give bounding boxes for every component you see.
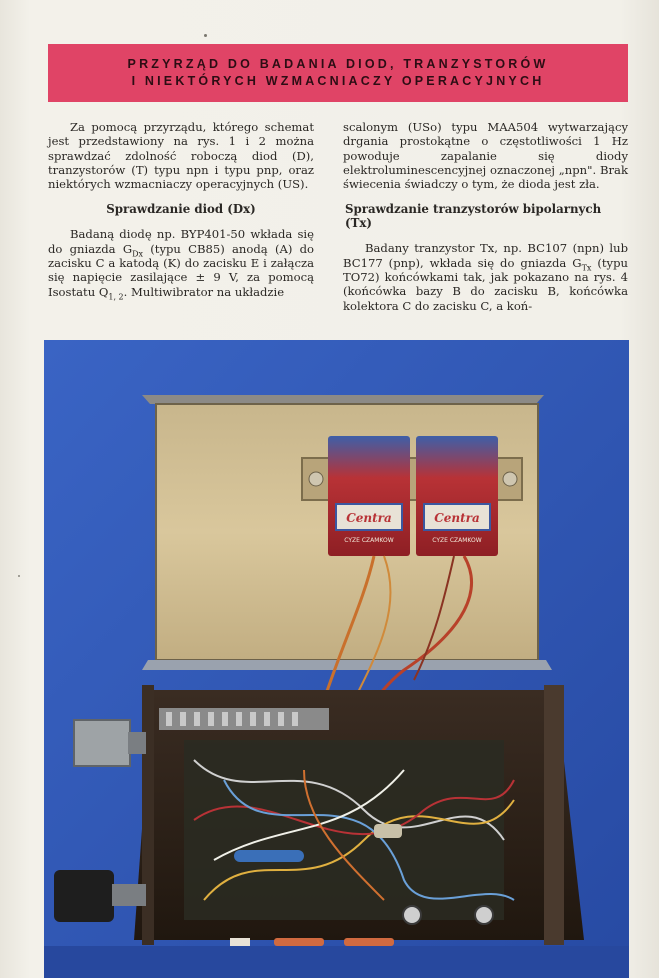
- battery-brand-right: Centra: [434, 511, 480, 525]
- lid-hinge: [142, 660, 552, 670]
- multivibrator-paragraph: scalonym (USo) typu MAA504 wytwarzający drgania prostokątne o częstotliwości 1 Hz powoduje zapalanie się diody elektroluminescencyjnej oznaczonej „npn". Brak świecenia świadczy o tym, że dioda jest zła.: [343, 120, 628, 192]
- print-speck: [18, 575, 20, 577]
- isostat-subscript: 1, 2: [108, 291, 124, 301]
- socket-collar-upper: [128, 732, 146, 754]
- rotary-knob: [54, 870, 114, 922]
- section-heading-transistors: Sprawdzanie tranzystorów bipolarnych (Tx): [345, 202, 602, 231]
- chassis-right-wall: [544, 685, 564, 945]
- device-photo: [44, 340, 629, 978]
- circuit-board: [184, 740, 504, 920]
- battery-brand-left: Centra: [346, 511, 392, 525]
- bracket-screw: [309, 472, 323, 486]
- diode-test-text-a: Badaną diodę np. BYP401-50 wkłada się do gniazda G: [48, 227, 314, 256]
- text-column-right: [343, 120, 628, 313]
- bracket-screw: [503, 472, 517, 486]
- front-terminal: [475, 906, 493, 924]
- article-title-line-1: PRZYRZĄD DO BADANIA DIOD, TRANZYSTORÓW: [127, 57, 549, 71]
- section-heading-diodes: Sprawdzanie diod (Dx): [106, 202, 256, 217]
- print-speck: [204, 34, 207, 37]
- diode-test-text-c: . Multiwibrator na układzie: [123, 284, 285, 299]
- device-photo-illustration: [44, 340, 629, 978]
- socket-block-upper: [74, 720, 130, 766]
- transistor-test-text-a: Badany tranzystor Tx, np. BC107 (npn) lub BC177 (pnp), wkłada się do gniazda G: [343, 241, 628, 270]
- battery-small-print-right: CYZE CZAMKOW: [432, 537, 482, 544]
- article-title-banner: [48, 44, 628, 102]
- resistor: [344, 938, 394, 946]
- photo-bottom-shadow: [44, 946, 629, 978]
- diode-test-text-b: (typu CB85) anodą (A) do zacisku C a katodą (K) do zacisku E i załącza się napięcie zasilające ± 9 V, za pomocą Isostatu Q: [48, 241, 315, 299]
- small-capacitor: [374, 824, 402, 838]
- battery-small-print-left: CYZE CZAMKOW: [344, 537, 394, 544]
- lid-top-edge: [142, 395, 544, 404]
- front-terminal: [403, 906, 421, 924]
- diode-test-paragraph: [48, 227, 315, 301]
- resistor: [274, 938, 324, 946]
- transistor-test-paragraph: [343, 241, 628, 312]
- text-column-left: [48, 120, 314, 299]
- knob-shaft: [112, 884, 146, 906]
- article-title-line-2: I NIEKTÓRYCH WZMACNIACZY OPERACYJNYCH: [131, 74, 545, 88]
- diode-socket-subscript: Dx: [132, 249, 144, 259]
- transistor-socket-subscript: Tx: [581, 263, 592, 273]
- intro-paragraph: Za pomocą przyrządu, którego schemat jest przedstawiony na rys. 1 i 2 można sprawdzać zdolność roboczą diod (D), tranzystorów (T) typu npn i typu pnp, oraz niektórych wzmacniaczy operacyjnych (US).: [48, 120, 314, 192]
- transistor-test-text-b: (typu TO72) końcówkami tak, jak pokazano na rys. 4 (końcówka bazy B do zacisku B, końcówka kolektora C do zacisku C, a koń-: [343, 255, 628, 313]
- blue-component: [234, 850, 304, 862]
